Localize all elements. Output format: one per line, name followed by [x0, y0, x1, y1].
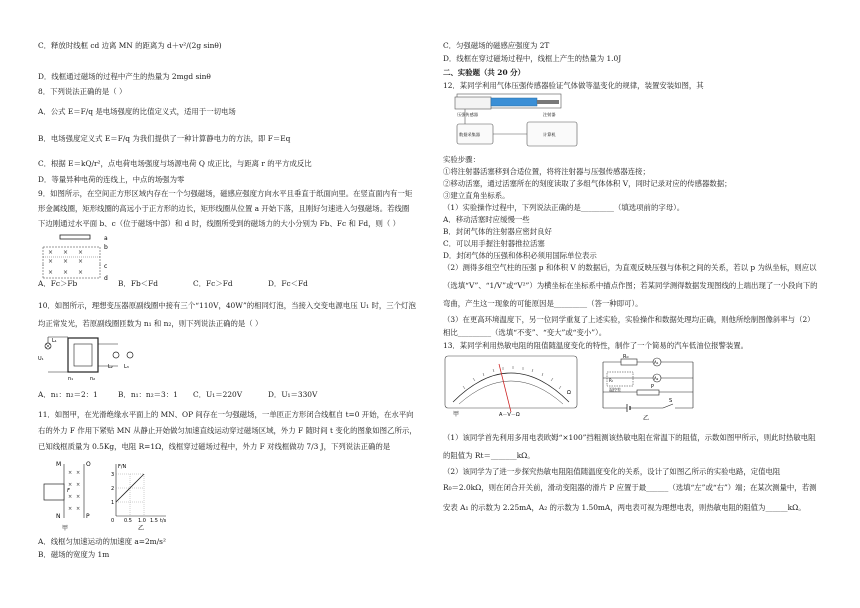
svg-text:P: P — [651, 384, 655, 390]
svg-text:×: × — [68, 494, 73, 500]
q11-stem-line3: 已知线框质量为 0.5Kg，电阻 R=1Ω，线框穿过磁场过程中，外力 F 对线框做功 7/3 J，下列说法正确的是 — [38, 442, 391, 451]
svg-text:×: × — [63, 258, 69, 265]
label-p: P — [86, 513, 90, 520]
square-frame — [44, 484, 64, 500]
svg-text:R₀: R₀ — [623, 354, 629, 360]
q12-step-3: ③建立直角坐标系。 — [443, 191, 510, 200]
rheostat — [637, 390, 659, 395]
label-ohm: Ω — [567, 390, 571, 396]
svg-text:A₁: A₁ — [654, 360, 659, 365]
svg-text:S: S — [669, 398, 673, 404]
svg-text:×: × — [63, 269, 69, 276]
svg-text:t/s: t/s — [160, 518, 167, 524]
q12-stem: 12．某同学利用气体压强传感器验证气体做等温变化的规律，装置安装如图，其 — [443, 81, 704, 90]
label-pressure-sensor: 压强传感器 — [457, 112, 478, 117]
label-l1: L₁ — [52, 338, 57, 344]
q8-option-d: D．等量异种电荷的连线上，中点的场强为零 — [38, 175, 185, 184]
svg-text:2: 2 — [111, 486, 115, 492]
q9-label-b: b — [104, 244, 108, 251]
graph-ylabel: F/N — [118, 464, 127, 470]
q11-stem-line2: 右的外力 F 作用下紧贴 MN 从静止开始做匀加速直线运动穿过磁场区域，外力 F 随时间 t 变化的图象如图乙所示， — [38, 426, 417, 435]
svg-text:×: × — [78, 269, 84, 276]
lamp-l2 — [113, 352, 119, 358]
svg-text:×: × — [76, 494, 81, 500]
q13-part2-line3: 安表 A₁ 的示数为 2.25mA，A₂ 的示数为 1.50mA，两电表可视为理想电表，则热敏电阻的阻值为______kΩ。 — [443, 503, 806, 512]
q10-stem-line1: 10．如图所示，理想变压器原副线圈中接有三个“110V，40W”的相同灯泡，当接入交变电源电压 U₁ 时，三个灯泡 — [38, 301, 416, 310]
q13-stem: 13．某同学利用热敏电阻的阻值随温度变化的特性，制作了一个简易的汽车低油位报警装置。 — [443, 341, 749, 350]
transformer-core — [68, 338, 98, 372]
q12-option-a: A．移动活塞时应缓慢一些 — [443, 215, 530, 224]
q10-stem-line2: 均正常发光，若原副线圈匝数为 n₁ 和 n₂，则下列说法正确的是（ ） — [38, 319, 263, 328]
svg-text:Rₜ: Rₜ — [609, 378, 613, 383]
q9-field-figure — [38, 234, 118, 266]
caption-yi: 乙 — [138, 525, 145, 532]
caption-yi-13: 乙 — [643, 415, 650, 422]
q8-option-a: A．公式 E＝F/q 是电场强度的比值定义式，适用于一切电场 — [38, 107, 236, 116]
q12-step-2: ②移动活塞，通过活塞所在的刻度读取了多组气体体积 V，同时记录对应的传感器数据； — [443, 179, 732, 188]
svg-text:0.5: 0.5 — [124, 518, 132, 524]
q9-option-c: C．Fc＞Fd — [193, 279, 233, 288]
caption-jia: 甲 — [62, 525, 69, 532]
svg-text:×: × — [48, 249, 54, 256]
q12-part3-line1: （3）在更高环境温度下，另一位同学重复了上述实验，实验操作和数据处理均正确，则他所绘制图像斜率与（2） — [443, 315, 815, 324]
svg-text:×: × — [68, 482, 73, 488]
svg-text:A₂: A₂ — [654, 376, 659, 381]
q12-apparatus-figure — [443, 92, 583, 150]
q12-option-b: B．封闭气体的注射器应密封良好 — [443, 227, 552, 236]
q12-part1: （1）实验操作过程中，下列说法正确的是_________（填选项前的字母）。 — [443, 203, 685, 212]
q11-stem-line1: 11．如图甲，在光滑绝缘水平面上的 MN、OP 间存在一匀强磁场，一单匝正方形闭合线框自 t=0 开始，在水平向 — [38, 410, 414, 419]
svg-text:×: × — [76, 482, 81, 488]
q10-option-c: C．U₁＝220V — [193, 390, 243, 399]
svg-text:1: 1 — [111, 500, 115, 506]
q9-option-a: A．Fc＞Fb — [38, 279, 78, 288]
svg-text:3: 3 — [111, 472, 115, 478]
q9-label-d: d — [104, 275, 108, 282]
pressure-sensor — [455, 97, 491, 109]
label-n: N — [56, 513, 61, 520]
q11-option-c: C．匀强磁场的磁感应强度为 2T — [443, 41, 550, 50]
label-meter-type: A－V－Ω — [499, 412, 520, 418]
svg-text:×: × — [68, 470, 73, 476]
lamp-l3 — [127, 352, 133, 358]
q12-step-1: ①将注射器活塞移到合适位置，将将注射器与压强传感器连接； — [443, 167, 650, 176]
q13-part1-line2: 的阻值为 Rt＝_______kΩ。 — [443, 451, 535, 460]
q13-part2-line2: R₀＝2.0kΩ，则在闭合开关前，滑动变阻器的滑片 P 应置于最______（选填“左”或“右”）端；在某次测量中，若测 — [443, 483, 817, 492]
svg-text:0: 0 — [111, 518, 115, 524]
svg-text:×: × — [76, 506, 81, 512]
field-crosses-lower — [48, 269, 83, 276]
q9-stem-line2: 形金属线圈，矩形线圈的高远小于正方形的边长，矩形线圈从位置 a 开始下落，且刚好匀速进入匀强磁场。若线圈 — [38, 204, 410, 213]
q12-part3-line2: 相比_________（选填“不变”、“变大”或“变小”）。 — [443, 328, 607, 337]
svg-text:1.0: 1.0 — [138, 518, 146, 524]
q10-transformer-figure — [38, 332, 148, 384]
svg-text:×: × — [78, 249, 84, 256]
svg-text:×: × — [63, 249, 69, 256]
q10-option-d: D．U₁＝330V — [268, 390, 318, 399]
q9-label-a: a — [104, 235, 108, 242]
q9-stem-line1: 9．如图所示，在空间正方形区域内存在一个匀强磁场，磁感应强度方向水平且垂直于纸面向里。在竖直面内有一矩 — [38, 189, 413, 198]
syringe-plunger — [537, 100, 559, 104]
label-l2: L₂ — [108, 364, 113, 370]
svg-text:×: × — [68, 506, 73, 512]
q13-part2-line1: （2）该同学为了进一步探究热敏电阻阻值随温度变化的关系，设计了如图乙所示的实验电路，定值电阻 — [443, 467, 781, 476]
svg-text:×: × — [48, 269, 54, 276]
coil-rect — [60, 235, 90, 239]
svg-text:×: × — [48, 258, 54, 265]
syringe-body — [491, 98, 537, 106]
svg-text:1.5: 1.5 — [150, 518, 158, 524]
q12-part2-line1: （2）测得多组空气柱的压强 p 和体积 V 的数据后，为直观反映压强与体积之间的关系，若以 p 为纵坐标，则应以 — [443, 263, 817, 272]
q9-option-b: B．Fb＜Fd — [118, 279, 158, 288]
q10-option-a: A．n₁：n₂＝2：1 — [38, 390, 98, 399]
label-n1: n₁ — [68, 376, 74, 382]
svg-text:×: × — [78, 258, 84, 265]
q9-label-c: c — [104, 264, 108, 270]
caption-jia-13: 甲 — [453, 411, 460, 418]
label-f-force: F — [67, 488, 70, 494]
q13-circuit-figure — [593, 354, 703, 422]
q8-option-b: B．电场强度定义式 E＝F/q 为我们提供了一种计算静电力的方法，即 F＝Eq — [38, 134, 291, 143]
label-temp-chamber: 温控室 — [609, 387, 621, 392]
label-o: O — [86, 461, 91, 468]
switch-s — [663, 404, 673, 408]
label-computer: 计算机 — [543, 132, 556, 137]
q12-part2-line3: 弯曲，产生这一现象的可能原因是_________（答一种即可）。 — [443, 299, 643, 308]
q8-stem: 8．下列说法正确的是（ ） — [38, 87, 127, 96]
label-syringe: 注射器 — [543, 112, 556, 117]
q12-option-d: D．封闭气体的压强和体积必须用国际单位表示 — [443, 251, 597, 260]
q11-figures — [38, 460, 198, 532]
q11-option-b: B．磁场的宽度为 1m — [38, 550, 110, 559]
q13-part1-line1: （1）该同学首先利用多用电表欧姆“×100”挡粗测该热敏电阻在常温下的阻值，示数如图甲所示，则此时热敏电阻 — [443, 433, 816, 442]
q7-option-c: C．释放时线框 cd 边离 MN 的距离为 d＋v²/(2g sinθ) — [38, 41, 222, 50]
q10-option-b: B．n₁：n₂＝3：1 — [118, 390, 178, 399]
q11-option-a: A．线框匀加速运动的加速度 a=2m/s² — [38, 537, 166, 546]
q12-part2-line2: （选填“V”、“1/V”或“V²”）为横坐标在坐标系中描点作图；若某同学测得数据发现图线的上端出现了一小段向下的 — [443, 281, 818, 290]
label-u1: U₁ — [38, 356, 44, 362]
label-data-collector: 数据采集器 — [459, 132, 480, 137]
label-l3: L₃ — [124, 364, 129, 370]
q9-stem-line3: 下边刚通过水平面 b、c（位于磁场中部）和 d 时，线圈所受到的磁场力的大小分别为 Fb、Fc 和 Fd，则（ ） — [38, 219, 401, 228]
q13-multimeter-figure — [443, 354, 583, 422]
q8-option-c: C．根据 E＝kQ/r²，点电荷电场强度与场源电荷 Q 成正比，与距离 r 的平方成反比 — [38, 159, 312, 168]
svg-text:×: × — [76, 470, 81, 476]
q12-steps-title: 实验步骤： — [443, 155, 480, 164]
q9-option-d: D．Fc＜Fd — [268, 279, 308, 288]
section-heading-experiment: 二、实验题（共 20 分） — [443, 68, 525, 77]
q12-option-c: C．可以用手握注射器推拉活塞 — [443, 239, 545, 248]
label-m: M — [56, 461, 62, 468]
q11-option-d: D．线框在穿过磁场过程中，线框上产生的热量为 1.0J — [443, 54, 622, 63]
label-n2: n₂ — [90, 376, 96, 382]
q7-option-d: D．线框通过磁场的过程中产生的热量为 2mgd sinθ — [38, 72, 211, 81]
